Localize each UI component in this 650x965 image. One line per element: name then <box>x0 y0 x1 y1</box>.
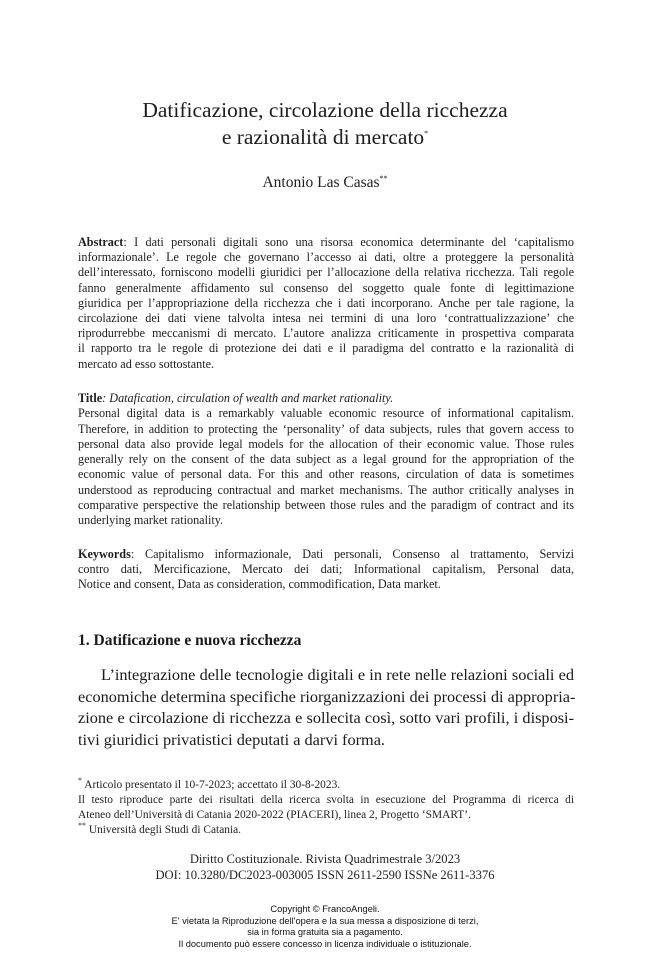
abstract-line: informazionale’. Le regole che governano l’accesso ai dati, oltre a proteggere la personalità <box>78 250 574 265</box>
article-title-line-1: Datificazione, circolazione della ricchezza <box>142 98 508 122</box>
english-abstract-line: underlying market rationality. <box>78 513 224 528</box>
abstract-line: fanno generalmente affidamento sul consenso del soggetto quale fonte di legittimazione <box>78 280 574 295</box>
english-abstract-line: understood as reproducing contractual and market mechanisms. The author critically analyses in <box>78 482 574 497</box>
body-paragraph <box>78 664 574 750</box>
body-line: tivi giuridici privatistici deputati a darvi forma. <box>78 729 385 749</box>
keywords-line: Keywords: Capitalismo informazionale, Dati personali, Consenso al trattamento, Servizi <box>78 547 574 561</box>
body-line: economiche determina specifiche riorganizzazioni dei processi di appropria- <box>78 686 576 706</box>
keywords-line: Notice and consent, Data as consideration, commodification, Data market. <box>78 577 441 592</box>
section-heading: 1. Datificazione e nuova ricchezza <box>78 632 302 649</box>
footnote-1-mark: * <box>78 776 82 786</box>
title-footnote-mark: * <box>424 128 429 138</box>
footnote-1-continuation: Ateneo dell’Università di Catania 2020-2022 (PIACERI), linea 2, Progetto ‘SMART’. <box>78 809 471 821</box>
abstract-label: Abstract <box>78 235 124 249</box>
keywords-line: contro dati, Mercificazione, Mercato dei dati; Informational capitalism, Personal data, <box>78 562 574 577</box>
abstract-line: il rapporto tra le regole di protezione dei dati e il paradigma del contratto e la razionalità di <box>78 341 574 356</box>
keywords-label: Keywords <box>78 547 131 561</box>
copyright-line: E' vietata la Riproduzione dell'opera e la sua messa a disposizione di terzi, <box>171 915 479 926</box>
footnote-2: ** Università degli Studi di Catania. <box>78 821 242 836</box>
abstract-line: dell’interessato, forniscono modelli giuridici per l’allocazione della relativa ricchezza. Tali regole <box>78 265 574 280</box>
copyright-line: Copyright © FrancoAngeli. <box>270 904 380 914</box>
body-line: zione e circolazione di ricchezza e sollecita così, sotto vari profili, i disposi- <box>78 708 574 728</box>
journal-name: Diritto Costituzionale. Rivista Quadrimestrale 3/2023 <box>189 852 461 866</box>
abstract-line: circolazione dei dati viene talvolta intesa nei termini di una loro ‘contrattualizzazione’ che <box>78 311 574 326</box>
body-line: L’integrazione delle tecnologie digitali e in rete nelle relazioni sociali ed <box>101 665 574 684</box>
english-title-text: : Datafication, circulation of wealth and market rationality. <box>102 391 394 405</box>
copyright-line: sia in forma gratuita sia a pagamento. <box>247 927 403 938</box>
abstract-line: riprodurrebbe meccanismi di mercato. L’autore analizza criticamente in prospettiva comparata <box>78 326 574 341</box>
english-abstract-line: personal data also provide legal models for the allocation of their economic value. Those rules <box>78 436 574 451</box>
footnote-1: * Articolo presentato il 10-7-2023; accettato il 30-8-2023. <box>78 776 341 791</box>
journal-doi-issn: DOI: 10.3280/DC2023-003005 ISSN 2611-2590 ISSNe 2611-3376 <box>155 868 495 882</box>
abstract <box>78 235 574 372</box>
abstract-line: giuridica per l’appropriazione della ricchezza che i dati incorporano. Anche per tale ragione, la <box>78 295 574 310</box>
copyright-line: Il documento può essere concesso in licenza individuale o istituzionale. <box>178 938 472 949</box>
author-name: Antonio Las Casas <box>262 174 380 191</box>
author-footnote-mark: ** <box>379 173 388 183</box>
abstract-line: Abstract: I dati personali digitali sono una risorsa economica determinante del ‘capitalismo <box>78 235 574 249</box>
keywords <box>78 547 574 593</box>
article-title-line-2: e razionalità di mercato* <box>221 125 429 149</box>
english-abstract-line: generally rely on the consent of the data subject as a legal ground for the appropriation of the <box>78 452 574 467</box>
author <box>60 173 590 193</box>
footnote-1-continuation: Il testo riproduce parte dei risultati della ricerca svolta in esecuzione del Programma di ricerca di <box>78 794 574 806</box>
english-title-line <box>78 391 574 406</box>
english-abstract-line: comparative perspective the relationship between those rules and the paradigm of contract and its <box>78 498 574 513</box>
english-abstract-line: Personal digital data is a remarkably valuable economic resource of informational capitalism. <box>78 406 574 421</box>
footnotes <box>78 778 574 838</box>
english-title-label: Title <box>78 391 103 405</box>
journal-info <box>60 851 590 883</box>
article-title <box>60 97 590 151</box>
copyright-notice <box>60 904 590 950</box>
english-abstract <box>78 391 574 529</box>
english-abstract-line: economic value of personal data. For this and other reasons, circulation of data is sometimes <box>78 467 574 482</box>
english-abstract-line: Therefore, in addition to protecting the ‘personality’ of data subjects, rules that govern access to <box>78 421 574 436</box>
abstract-line: mercato ad esso sottostante. <box>78 356 215 371</box>
footnote-2-mark: ** <box>78 821 86 831</box>
